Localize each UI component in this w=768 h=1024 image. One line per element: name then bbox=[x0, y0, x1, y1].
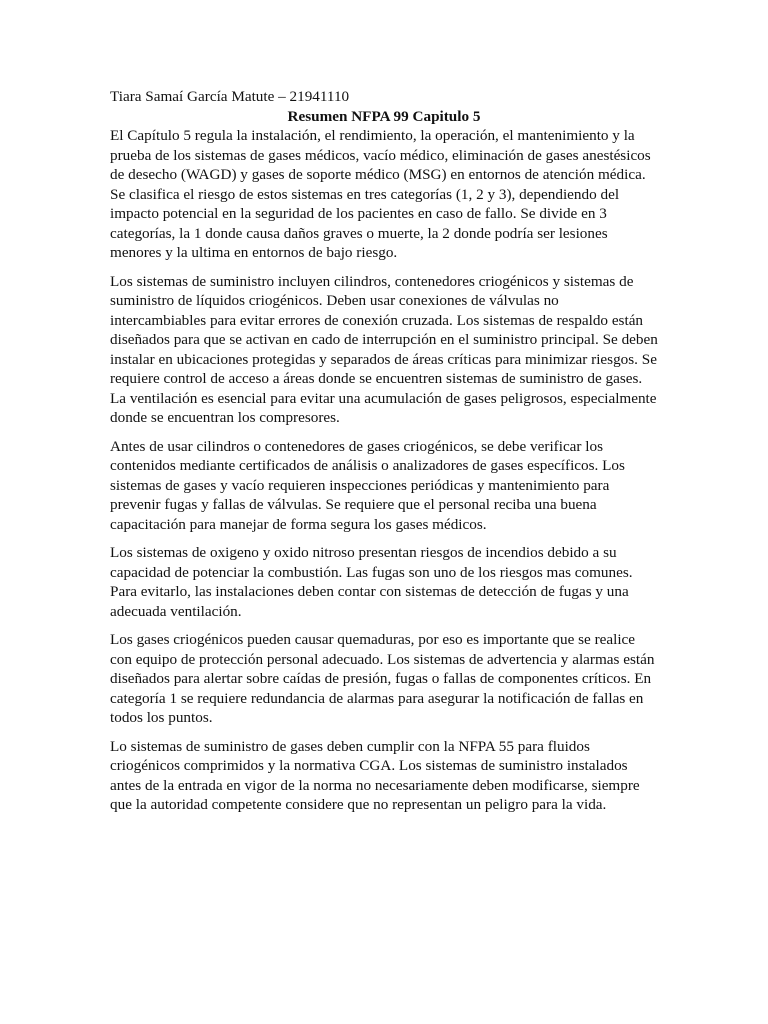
paragraph: Lo sistemas de suministro de gases deben cumplir con la NFPA 55 para fluidos criogénicos comprimidos y la normativa CGA. Los sistemas de suministro instalados antes de la entrada en vigor de la norma no necesariamente deben modificarse, siempre que la autoridad competente considere que no representan un peligro para la vida. bbox=[110, 737, 640, 813]
document-body bbox=[110, 87, 658, 824]
paragraph: Antes de usar cilindros o contenedores de gases criogénicos, se debe verificar los contenidos mediante certificados de análisis o analizadores de gases específicos. Los sistemas de gases y vacío requieren inspecciones periódicas y mantenimiento para prevenir fugas y fallas de válvulas. Se requiere que el personal reciba una buena capacitación para manejar de forma segura los gases médicos. bbox=[110, 437, 625, 533]
author-line: Tiara Samaí García Matute – 21941110 bbox=[110, 88, 350, 105]
document-title: Resumen NFPA 99 Capitulo 5 bbox=[287, 107, 481, 125]
paragraph: Los sistemas de oxigeno y oxido nitroso presentan riesgos de incendios debido a su capacidad de potenciar la combustión. Las fugas son uno de los riesgos mas comunes. Para evitarlo, las instalaciones deben contar con sistemas de detección de fugas y una adecuada ventilación. bbox=[110, 544, 633, 620]
paragraph: Los gases criogénicos pueden causar quemaduras, por eso es importante que se realice con equipo de protección personal adecuado. Los sistemas de advertencia y alarmas están diseñados para alertar sobre caídas de presión, fugas o fallas de componentes críticos. En categoría 1 se requiere redundancia de alarmas para asegurar la notificación de fallas en todos los puntos. bbox=[110, 631, 655, 726]
paragraph: El Capítulo 5 regula la instalación, el rendimiento, la operación, el mantenimiento y la prueba de los sistemas de gases médicos, vacío médico, eliminación de gases anestésicos de desecho (WAGD) y gases de soporte médico (MSG) en entornos de atención médica. Se clasifica el riesgo de estos sistemas en tres categorías (1, 2 y 3), dependiendo del impacto potencial en la seguridad de los pacientes en caso de fallo. Se divide en 3 categorías, la 1 donde causa daños graves o muerte, la 2 donde podría ser lesiones menores y la ultima en entornos de bajo riesgo. bbox=[110, 127, 651, 261]
paragraph: Los sistemas de suministro incluyen cilindros, contenedores criogénicos y sistemas de suministro de líquidos criogénicos. Deben usar conexiones de válvulas no intercambiables para evitar errores de conexión cruzada. Los sistemas de respaldo están diseñados para que se activan en cado de interrupción en el suministro principal. Se deben instalar en ubicaciones protegidas y separados de áreas críticas para minimizar riesgos. Se requiere control de acceso a áreas donde se encuentren sistemas de suministro de gases. La ventilación es esencial para evitar una acumulación de gases peligrosos, especialmente donde se encuentran los compresores. bbox=[110, 272, 658, 426]
